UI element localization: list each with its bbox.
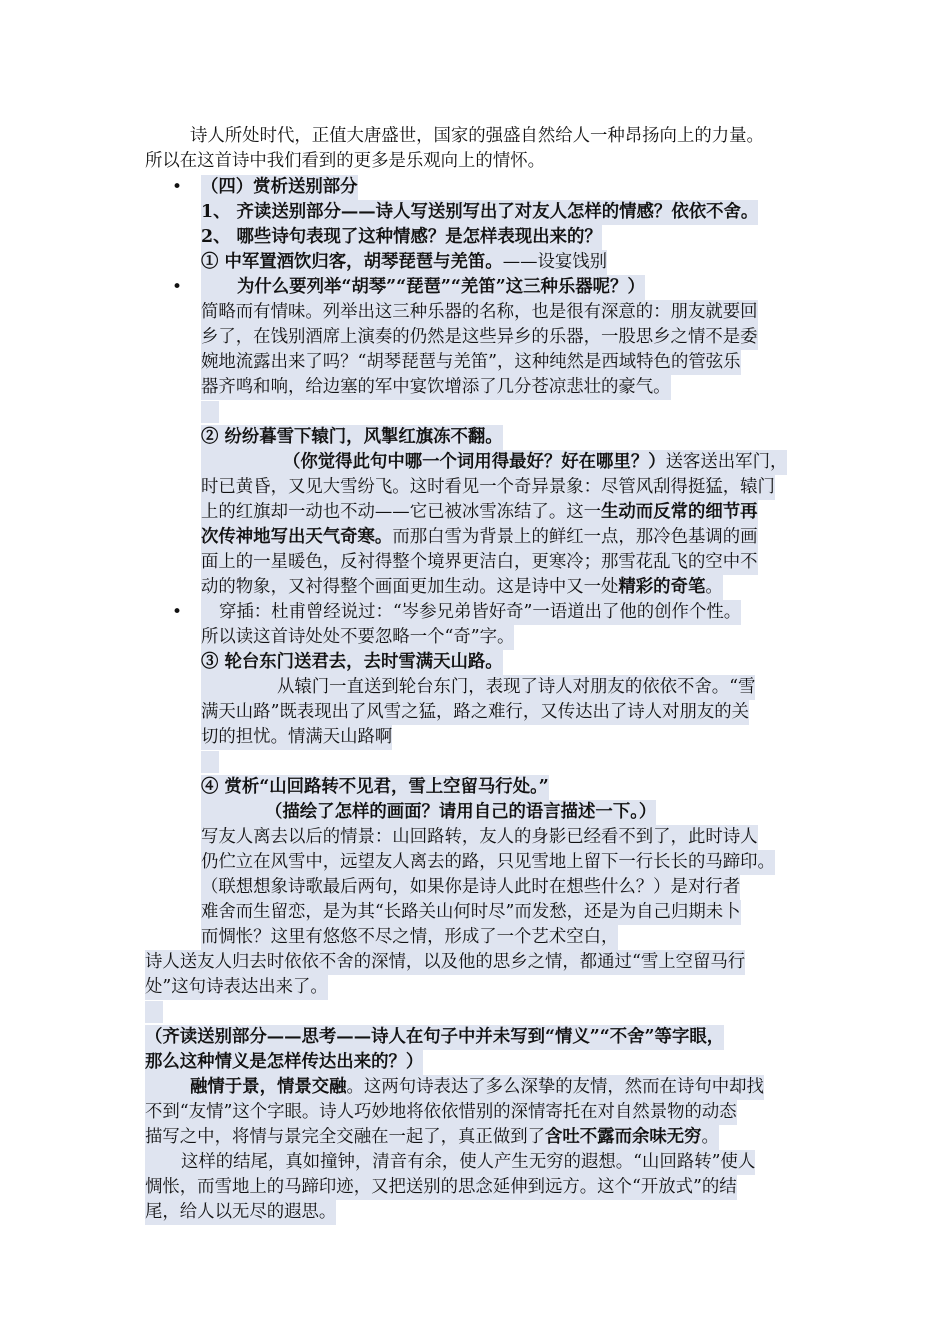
ending-paragraph-line: 惆怅，而雪地上的马蹄印迹，又把送别的思念延伸到远方。这个“开放式”的结: [145, 1175, 737, 1200]
fusion-text: 。这两句诗表达了多么深挚的友情，然而在诗句中却找: [346, 1077, 764, 1097]
think-question-line-1: （齐读送别部分——思考——诗人在句子中并未写到“情义”“不舍”等字眼，: [145, 1025, 724, 1050]
intro-line-1: 诗人所处时代，正值大唐盛世，国家的强盛自然给人一种昂扬向上的力量。: [190, 126, 764, 146]
fusion-text: 。: [701, 1127, 719, 1147]
verse-4-question: （描绘了怎样的画面？请用自己的语言描述一下。）: [201, 800, 656, 825]
fusion-paragraph-line: [145, 1075, 764, 1100]
question-2: 2、 哪些诗句表现了这种情感？是怎样表现出来的？: [201, 225, 602, 250]
verse-4-answer-line: 难舍而生留恋，是为其“长路关山何时尽”而发愁，还是为自己归期未卜: [201, 900, 741, 925]
verse-2-answer-text: 上的红旗却一动也不动——它已被冰雪冻结了。这一: [201, 502, 601, 522]
ending-paragraph-line: 尾，给人以无尽的遐思。: [145, 1200, 336, 1225]
verse-2-answer-line: 时已黄昏，又见大雪纷飞。这时看见一个奇异景象：尽管风刮得挺猛，辕门: [201, 475, 775, 500]
verse-4-answer-line: 写友人离去以后的情景：山回路转，友人的身影已经看不到了，此时诗人: [201, 825, 758, 850]
verse-2: ② 纷纷暮雪下辕门，风掣红旗冻不翻。: [201, 425, 503, 450]
verse-2-question: （你觉得此句中哪一个词用得最好？好在哪里？）: [283, 452, 666, 472]
ending-paragraph-line: 这样的结尾，真如撞钟，清音有余，使人产生无穷的遐想。“山回路转”使人: [145, 1150, 755, 1175]
verse-1: ① 中军置酒饮归客，胡琴琵琶与羌笛。: [201, 252, 503, 272]
verse-4-answer-line: 处”这句诗表达出来了。: [145, 975, 328, 1000]
empty-highlight-line: [201, 401, 219, 423]
bullet-marker: •: [172, 277, 183, 297]
verse-2-answer-bold: 生动而反常的细节再: [601, 502, 758, 522]
verse-2-question-row: [201, 450, 787, 475]
verse-1-answer-line: 乡了，在饯别酒席上演奏的仍然是这些异乡的乐器，一股思乡之情不是委: [201, 325, 758, 350]
empty-highlight-line: [201, 751, 219, 773]
fusion-paragraph-line: [145, 1125, 719, 1150]
verse-2-answer-start: 送客送出军门，: [665, 452, 788, 472]
verse-4-answer-line: 而惆怅？这里有悠悠不尽之情，形成了一个艺术空白，: [201, 925, 618, 950]
verse-2-answer-line: 面上的一星暖色，反衬得整个境界更洁白，更寒冷；那雪花乱飞的空中不: [201, 550, 758, 575]
verse-3-answer-line: 从辕门一直送到轮台东门，表现了诗人对朋友的依依不舍。“雪: [201, 675, 755, 700]
verse-4: ④ 赏析“山回路转不见君，雪上空留马行处。”: [201, 775, 549, 800]
fusion-bold: 含吐不露而余味无穷: [545, 1127, 702, 1147]
verse-2-answer-text: 。: [705, 577, 723, 597]
verse-1-row: [201, 250, 607, 275]
fusion-text: 描写之中，将情与景完全交融在一起了，真正做到了: [145, 1127, 545, 1147]
intro-line-2: 所以在这首诗中我们看到的更多是乐观向上的情怀。: [145, 151, 545, 171]
verse-2-answer-bold: 次传神地写出天气奇寒。: [201, 527, 393, 547]
verse-3-answer-line: 满天山路”既表现出了风雪之猛，路之难行，又传达出了诗人对朋友的关: [201, 700, 749, 725]
verse-4-answer-line: 诗人送友人归去时依依不舍的深情，以及他的思乡之情，都通过“雪上空留马行: [145, 950, 745, 975]
verse-1-question: 为什么要列举“胡琴”“琵琶”“羌笛”这三种乐器呢？）: [201, 275, 645, 300]
fusion-bold: 融情于景，情景交融: [190, 1077, 347, 1097]
verse-2-answer-text: 动的物象，又衬得整个画面更加生动。这是诗中又一处: [201, 577, 619, 597]
bullet-marker: •: [172, 602, 183, 622]
verse-1-answer-line: 婉地流露出来了吗？“胡琴琵琶与羌笛”，这种纯然是西域特色的管弦乐: [201, 350, 741, 375]
verse-4-answer-line: 仍伫立在风雪中，远望友人离去的路，只见雪地上留下一行长长的马蹄印。: [201, 850, 775, 875]
bullet-marker: •: [172, 177, 183, 197]
verse-3: ③ 轮台东门送君去，去时雪满天山路。: [201, 650, 503, 675]
empty-highlight-line: [145, 1001, 163, 1023]
question-1: 1、 齐读送别部分——诗人写送别写出了对友人怎样的情感？依依不舍。: [201, 200, 758, 225]
verse-1-note: ——设宴饯别: [502, 252, 608, 272]
verse-2-answer-bold: 精彩的奇笔: [618, 577, 706, 597]
verse-2-answer-text: 而那白雪为背景上的鲜红一点，那冷色基调的画: [392, 527, 758, 547]
fusion-paragraph-line: 不到“友情”这个字眼。诗人巧妙地将依依惜别的深情寄托在对自然景物的动态: [145, 1100, 737, 1125]
section-heading: （四）赏析送别部分: [201, 175, 358, 200]
insert-note-line-1: 穿插：杜甫曾经说过：“岑参兄弟皆好奇”一语道出了他的创作个性。: [201, 600, 741, 625]
verse-3-answer-line: 切的担忧。情满天山路啊: [201, 725, 392, 750]
insert-note-line-2: 所以读这首诗处处不要忽略一个“奇”字。: [201, 625, 514, 650]
verse-1-answer-line: 简略而有情味。列举出这三种乐器的名称，也是很有深意的：朋友就要回: [201, 300, 758, 325]
verse-2-answer-line: [201, 575, 723, 600]
verse-1-answer-line: 器齐鸣和响，给边塞的军中宴饮增添了几分苍凉悲壮的豪气。: [201, 375, 671, 400]
think-question-line-2: 那么这种情义是怎样传达出来的？）: [145, 1050, 423, 1075]
verse-2-answer-line: [201, 525, 758, 550]
verse-2-answer-line: [201, 500, 758, 525]
verse-4-answer-line: （联想想象诗歌最后两句，如果你是诗人此时在想些什么？）是对行者: [201, 875, 740, 900]
